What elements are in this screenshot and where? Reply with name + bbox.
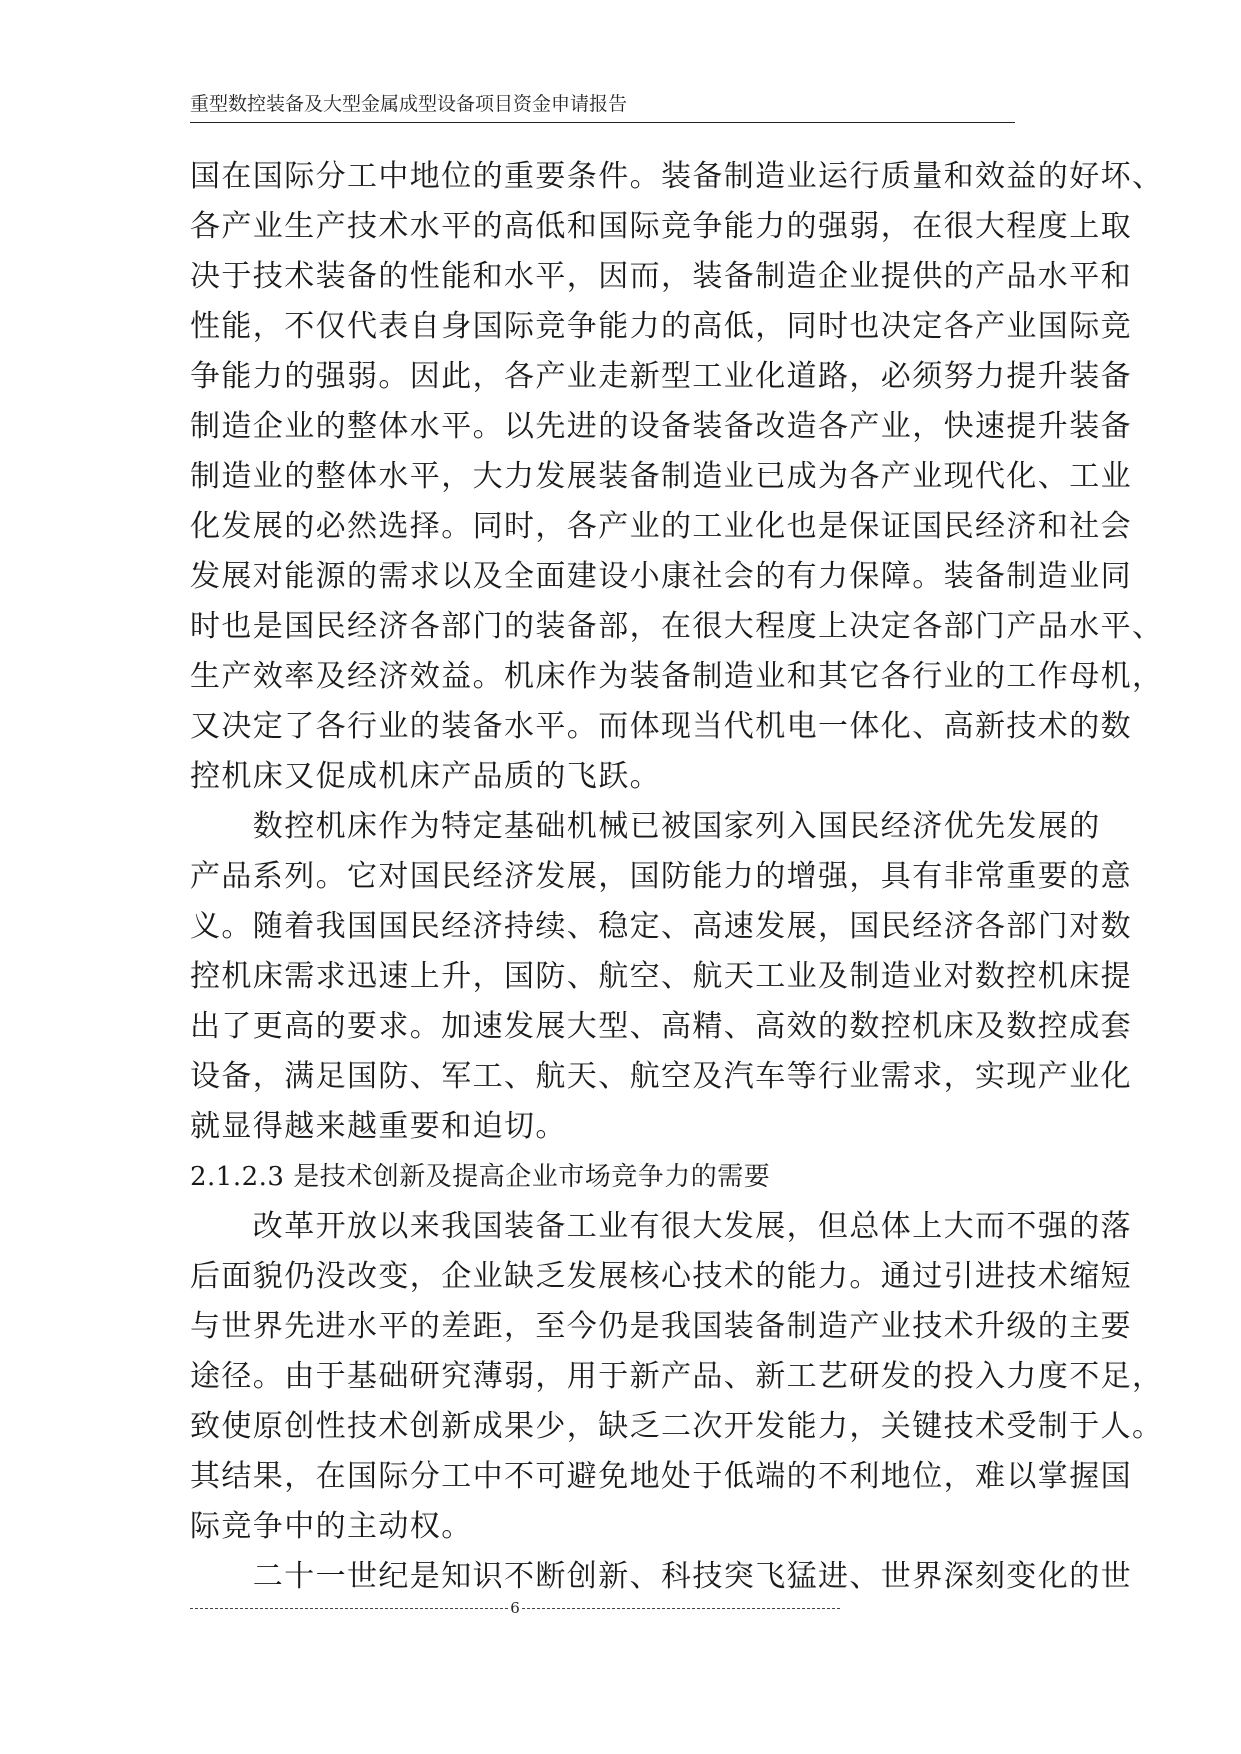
text-line: 其结果，在国际分工中不可避免地处于低端的不利地位，难以掌握国	[190, 1459, 1132, 1494]
page-footer	[190, 1598, 840, 1618]
text-line: 化发展的必然选择。同时，各产业的工业化也是保证国民经济和社会	[190, 509, 1132, 544]
footer-dash-right	[522, 1608, 840, 1609]
text-line: 设备，满足国防、军工、航天、航空及汽车等行业需求，实现产业化	[190, 1059, 1132, 1094]
text-line: 控机床需求迅速上升，国防、航空、航天工业及制造业对数控机床提	[190, 959, 1132, 994]
text-line: 与世界先进水平的差距，至今仍是我国装备制造产业技术升级的主要	[190, 1309, 1132, 1344]
text-line: 义。随着我国国民经济持续、稳定、高速发展，国民经济各部门对数	[190, 909, 1132, 944]
text-line: 二十一世纪是知识不断创新、科技突飞猛进、世界深刻变化的世	[190, 1559, 1132, 1594]
section-heading: 2.1.2.3 是技术创新及提高企业市场竞争力的需要	[190, 1162, 771, 1192]
text-line: 制造业的整体水平，大力发展装备制造业已成为各产业现代化、工业	[190, 459, 1132, 494]
text-line: 又决定了各行业的装备水平。而体现当代机电一体化、高新技术的数	[190, 709, 1132, 744]
text-line: 改革开放以来我国装备工业有很大发展，但总体上大而不强的落	[190, 1209, 1132, 1244]
text-line: 数控机床作为特定基础机械已被国家列入国民经济优先发展的	[190, 809, 1101, 844]
text-line: 控机床又促成机床产品质的飞跃。	[190, 759, 661, 794]
text-line: 性能，不仅代表自身国际竞争能力的高低，同时也决定各产业国际竞	[190, 309, 1132, 344]
page-header	[190, 86, 1015, 123]
page-number: 6	[510, 1599, 520, 1617]
text-line: 决于技术装备的性能和水平，因而，装备制造企业提供的产品水平和	[190, 259, 1132, 294]
text-line: 致使原创性技术创新成果少，缺乏二次开发能力，关键技术受制于人。	[190, 1409, 1164, 1444]
text-line: 争能力的强弱。因此，各产业走新型工业化道路，必须努力提升装备	[190, 359, 1132, 394]
text-line: 后面貌仍没改变，企业缺乏发展核心技术的能力。通过引进技术缩短	[190, 1259, 1132, 1294]
footer-dash-left	[190, 1608, 508, 1609]
text-line: 出了更高的要求。加速发展大型、高精、高效的数控机床及数控成套	[190, 1009, 1132, 1044]
text-line: 制造企业的整体水平。以先进的设备装备改造各产业，快速提升装备	[190, 409, 1132, 444]
text-line: 就显得越来越重要和迫切。	[190, 1109, 567, 1144]
header-title: 重型数控装备及大型金属成型设备项目资金申请报告	[190, 93, 628, 115]
text-line: 际竞争中的主动权。	[190, 1509, 473, 1544]
body-text	[190, 152, 1164, 1602]
text-line: 发展对能源的需求以及全面建设小康社会的有力保障。装备制造业同	[190, 559, 1132, 594]
text-line: 国在国际分工中地位的重要条件。装备制造业运行质量和效益的好坏、	[190, 159, 1164, 194]
text-line: 产品系列。它对国民经济发展，国防能力的增强，具有非常重要的意	[190, 859, 1132, 894]
text-line: 时也是国民经济各部门的装备部，在很大程度上决定各部门产品水平、	[190, 609, 1164, 644]
text-line: 生产效率及经济效益。机床作为装备制造业和其它各行业的工作母机，	[190, 659, 1164, 694]
text-line: 各产业生产技术水平的高低和国际竞争能力的强弱，在很大程度上取	[190, 209, 1132, 244]
text-line: 途径。由于基础研究薄弱，用于新产品、新工艺研发的投入力度不足，	[190, 1359, 1164, 1394]
